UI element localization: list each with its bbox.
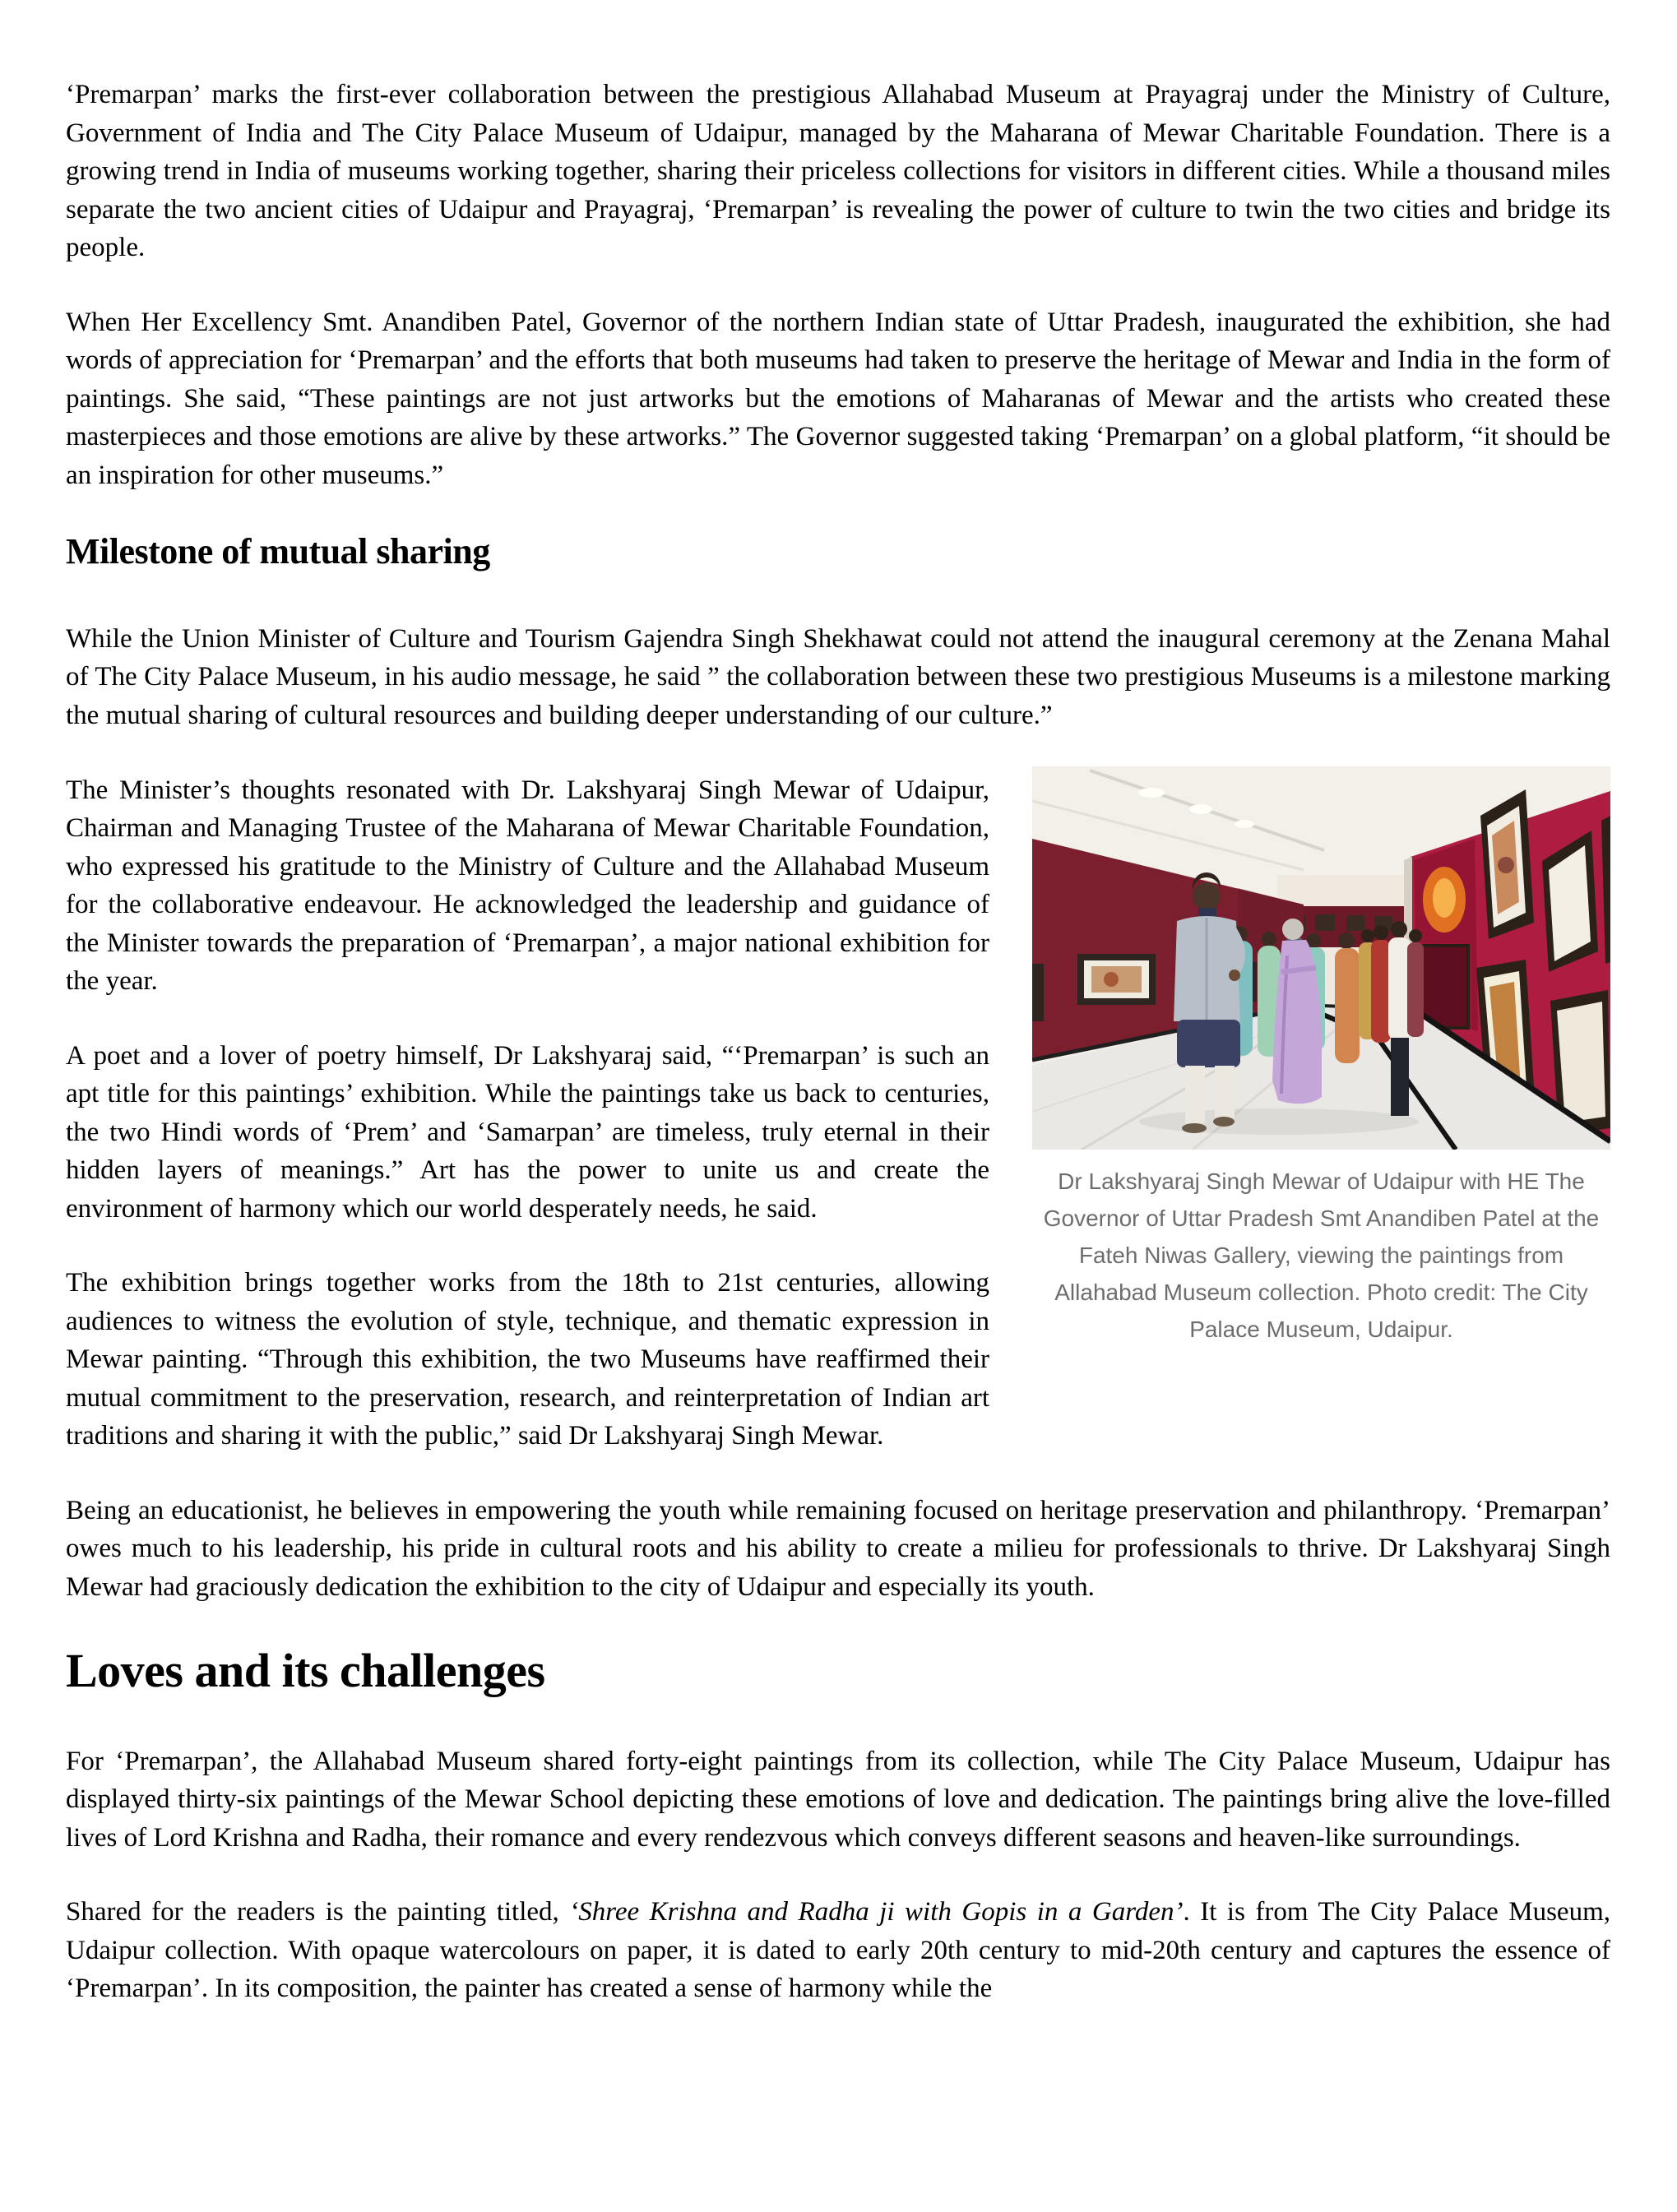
photo-caption-text: Dr Lakshyaraj Singh Mewar of Udaipur with HE The Governor of Uttar Pradesh Smt Anandiben Patel at the Fateh Niwas Gallery, viewing the paintings from Allahabad Museum collection. [1043, 1168, 1600, 1305]
glowing-artwork-core [1433, 878, 1456, 918]
photo-credit: Photo credit: The City Palace Museum, Udaipur. [1189, 1279, 1588, 1342]
heading-loves-and-its-challenges: Loves and its challenges [66, 1644, 545, 1698]
paragraph-ministers-thoughts: The Minister’s thoughts resonated with Dr. Lakshyaraj Singh Mewar of Udaipur, Chairman and Managing Trustee of the Maharana of Mewar Charitable Foundation, who expressed his gratitude to the Ministry of Culture and the Allahabad Museum for the collaborative endeavour. He acknowledged the leadership and guidance of the Minister towards the preparation of ‘Premarpan’, a major national exhibition for the year. [66, 775, 989, 997]
painting-title: ‘Shree Krishna and Radha ji with Gopis in a Garden’ [569, 1897, 1184, 1927]
far-wall-frame [1346, 915, 1364, 931]
left-wall-artwork-detail [1104, 972, 1119, 987]
right-frame-edge-lower-mat [1557, 1002, 1605, 1122]
paragraph-educationist: Being an educationist, he believes in empowering the youth while remaining focused on heritage preservation and philanthropy. ‘Premarpan’ owes much to his leadership, his pride in cultural roots and his ability to create a milieu for professionals to thrive. Dr Lakshyaraj Singh Mewar had graciously dedication the exhibition to the city of Udaipur and especially its youth. [66, 1495, 1610, 1602]
painting-sentence-intro: Shared for the readers is the painting titled, [66, 1897, 570, 1927]
ceiling-light [1138, 788, 1165, 798]
gallery-photo [1032, 766, 1610, 1150]
exhibition-photo-figure [1032, 766, 1610, 1354]
paragraph-shree-krishna [66, 1893, 1610, 2008]
right-frame-upper-detail [1498, 857, 1514, 873]
ceiling-light [1189, 804, 1212, 814]
paragraph-poet: A poet and a lover of poetry himself, Dr Lakshyaraj said, “‘Premarpan’ is such an apt title for this paintings’ exhibition. While the paintings take us back to centuries, the two Hindi words of ‘Prem’ and ‘Samarpan’ are timeless, truly eternal in their hidden layers of meanings.” Art has the power to unite us and create the environment of harmony which our world desperately needs, he said. [66, 1040, 989, 1224]
people-shadow [1139, 1108, 1419, 1135]
ceiling-light [1235, 820, 1254, 828]
paragraph-paintings-shared: For ‘Premarpan’, the Allahabad Museum shared forty-eight paintings from its collection, while The City Palace Museum, Udaipur has displayed thirty-six paintings of the Mewar School depicting these emotions of love and dedication. The paintings bring alive the love-filled lives of Lord Krishna and Radha, their romance and every rendezvous which conveys different seasons and heaven-like surroundings. [66, 1746, 1610, 1853]
paragraph-exhibition-centuries: The exhibition brings together works from the 18th to 21st centuries, allowing audiences to witness the evolution of style, technique, and thematic expression in Mewar painting. “Through this exhibition, the two Museums have reaffirmed their mutual commitment to the preservation, research, and reinterpretation of Indian art traditions and sharing it with the public,” said Dr Lakshyaraj Singh Mewar. [66, 1268, 989, 1451]
far-wall-frame [1315, 914, 1335, 931]
paragraph-governor: When Her Excellency Smt. Anandiben Patel, Governor of the northern Indian state of Uttar Pradesh, inaugurated the exhibition, she had words of appreciation for ‘Premarpan’ and the efforts that both museums had taken to preserve the heritage of Mewar and India in the form of paintings. She said, “These paintings are not just artworks but the emotions of Maharanas of Mewar and the artists who created these masterpieces and those emotions are alive by these artworks.” The Governor suggested taking ‘Premarpan’ on a global platform, “it should be an inspiration for other museums.” [66, 307, 1610, 490]
paragraph-minister-audio: While the Union Minister of Culture and Tourism Gajendra Singh Shekhawat could not attend the inaugural ceremony at the Zenana Mahal of The City Palace Museum, in his audio message, he said ” the collaboration between these two prestigious Museums is a milestone marking the mutual sharing of cultural resources and building deeper understanding of our culture.” [66, 623, 1610, 730]
left-wall-frame-sliver [1032, 964, 1044, 1021]
heading-milestone-of-mutual-sharing: Milestone of mutual sharing [66, 531, 490, 572]
painting-sentence-rest: . It is from The City Palace Museum, Udaipur collection. With opaque watercolours on paper, it is dated to early 20th century to mid-20th century and captures the essence of ‘Premarpan’. In its composition, the painter has created a sense of harmony while the [66, 1897, 1610, 2004]
photo-caption [1038, 1163, 1605, 1354]
paragraph-intro: ‘Premarpan’ marks the first-ever collaboration between the prestigious Allahabad Museum at Prayagraj under the Ministry of Culture, Government of India and The City Palace Museum of Udaipur, managed by the Maharana of Mewar Charitable Foundation. There is a growing trend in India of museums working together, sharing their priceless collections for visitors in different cities. While a thousand miles separate the two ancient cities of Udaipur and Prayagraj, ‘Premarpan’ is revealing the power of culture to twin the two cities and bridge its people. [66, 80, 1610, 263]
